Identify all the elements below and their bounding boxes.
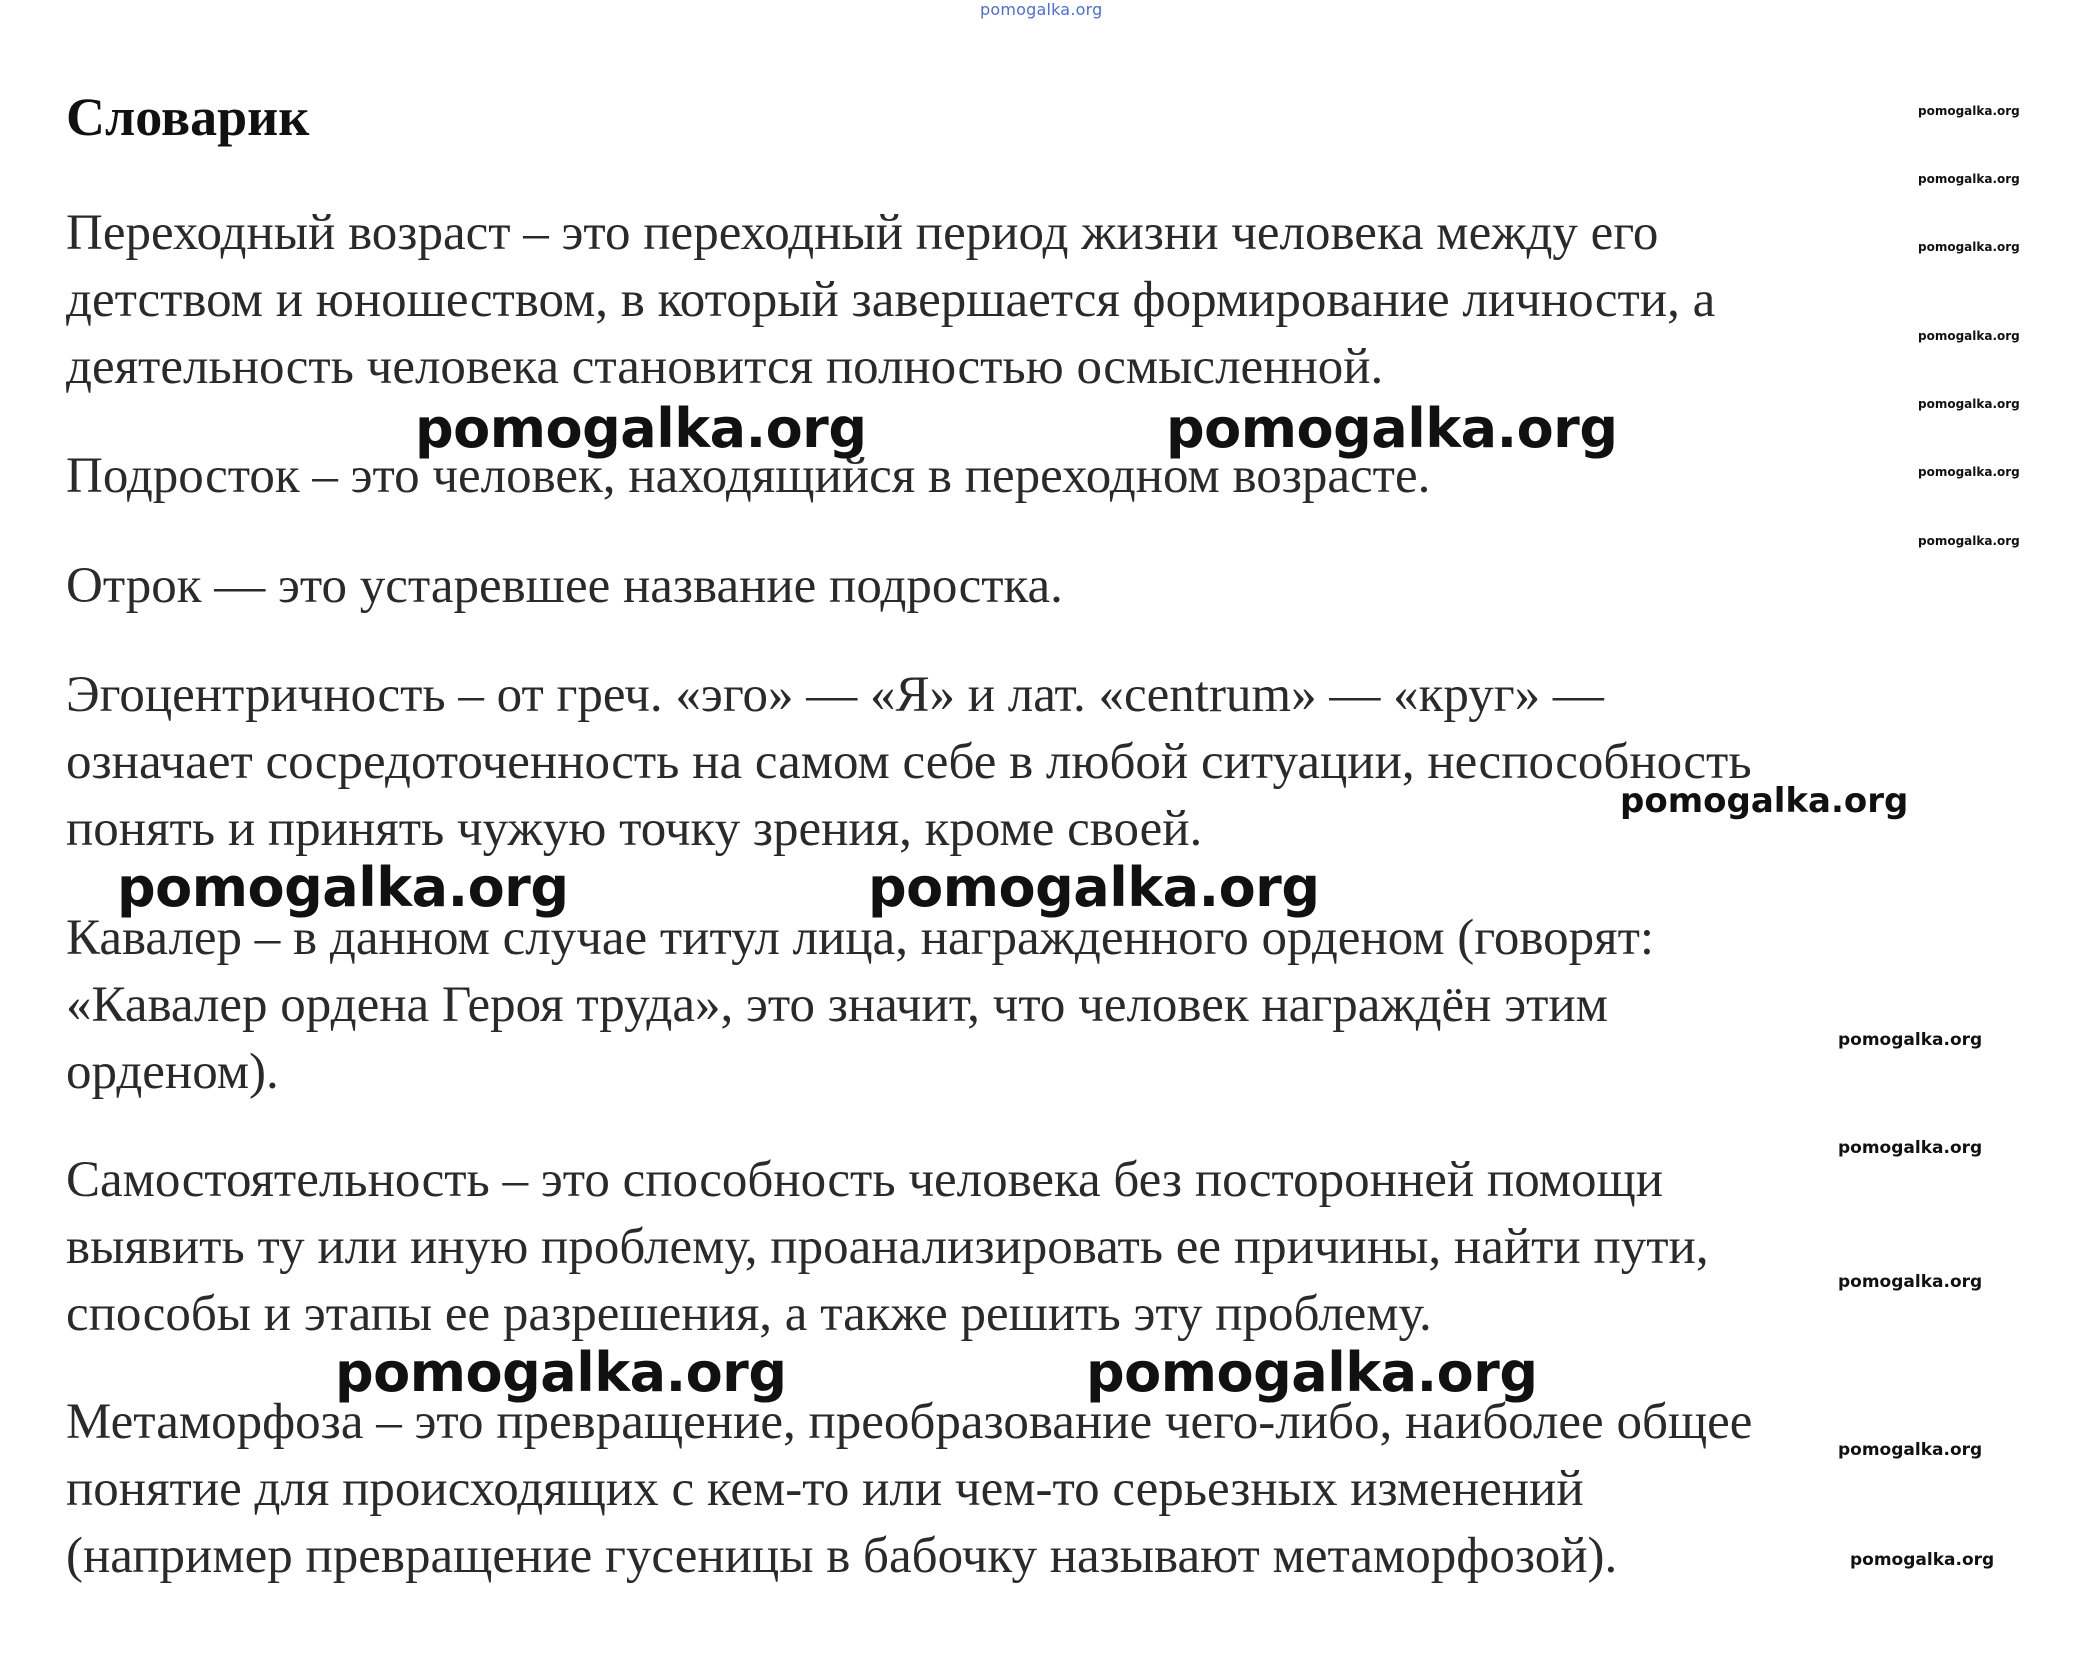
watermark-large: pomogalka.org [117, 856, 569, 919]
entry-line: Самостоятельность – это способность человека без посторонней помощи [66, 1152, 1664, 1208]
entry-egocentrism [66, 662, 2056, 863]
watermark-mid: pomogalka.org [1838, 1030, 1983, 1050]
watermark-small: pomogalka.org [1918, 465, 2020, 479]
watermark-small: pomogalka.org [1918, 104, 2020, 118]
entry-line: (например превращение гусеницы в бабочку называют метаморфозой). [66, 1528, 1618, 1584]
entry-line: понятие для происходящих с кем-то или чем-то серьезных изменений [66, 1461, 1584, 1517]
watermark-large: pomogalka.org [1166, 397, 1618, 460]
watermark-large: pomogalka.org [335, 1341, 787, 1404]
entry-line: Подросток – это человек, находящийся в переходном возрасте. [66, 448, 1431, 504]
entry-line: орденом). [66, 1044, 279, 1100]
watermark-small: pomogalka.org [1918, 172, 2020, 186]
watermark-small: pomogalka.org [1918, 534, 2020, 548]
watermark-mid: pomogalka.org [1838, 1272, 1983, 1292]
site-link[interactable]: pomogalka.org [980, 0, 1103, 19]
watermark-small: pomogalka.org [1918, 329, 2020, 343]
entry-independence [66, 1147, 2056, 1348]
entry-line: способы и этапы ее разрешения, а также решить эту проблему. [66, 1286, 1432, 1342]
entry-line: детством и юношеством, в который завершается формирование личности, а [66, 272, 1716, 328]
watermark-medium: pomogalka.org [1620, 781, 1909, 821]
entry-cavalier [66, 905, 2056, 1106]
entry-teenager [66, 443, 2056, 510]
entry-line: деятельность человека становится полностью осмысленной. [66, 339, 1384, 395]
entry-otrok [66, 553, 2056, 620]
entry-metamorphosis [66, 1389, 2056, 1590]
watermark-small: pomogalka.org [1918, 240, 2020, 254]
watermark-small: pomogalka.org [1918, 397, 2020, 411]
watermark-large: pomogalka.org [868, 856, 1320, 919]
watermark-mid: pomogalka.org [1850, 1550, 1995, 1570]
entry-line: выявить ту или иную проблему, проанализировать ее причины, найти пути, [66, 1219, 1709, 1275]
entry-line: означает сосредоточенность на самом себе в любой ситуации, неспособность [66, 734, 1752, 790]
watermark-large: pomogalka.org [1086, 1341, 1538, 1404]
entry-line: «Кавалер ордена Героя труда», это значит, что человек награждён этим [66, 977, 1608, 1033]
entry-line: Переходный возраст – это переходный период жизни человека между его [66, 205, 1659, 261]
entry-transitional-age [66, 200, 2056, 401]
watermark-large: pomogalka.org [415, 397, 867, 460]
entry-line: Эгоцентричность – от греч. «эго» — «Я» и лат. «centrum» — «круг» — [66, 667, 1604, 723]
watermark-mid: pomogalka.org [1838, 1138, 1983, 1158]
entry-line: понять и принять чужую точку зрения, кроме своей. [66, 801, 1203, 857]
entry-line: Метаморфоза – это превращение, преобразование чего-либо, наиболее общее [66, 1394, 1753, 1450]
entry-line: Кавалер – в данном случае титул лица, награжденного орденом (говорят: [66, 910, 1655, 966]
page-title: Словарик [66, 87, 310, 147]
watermark-mid: pomogalka.org [1838, 1440, 1983, 1460]
entry-line: Отрок — это устаревшее название подростка. [66, 558, 1063, 614]
